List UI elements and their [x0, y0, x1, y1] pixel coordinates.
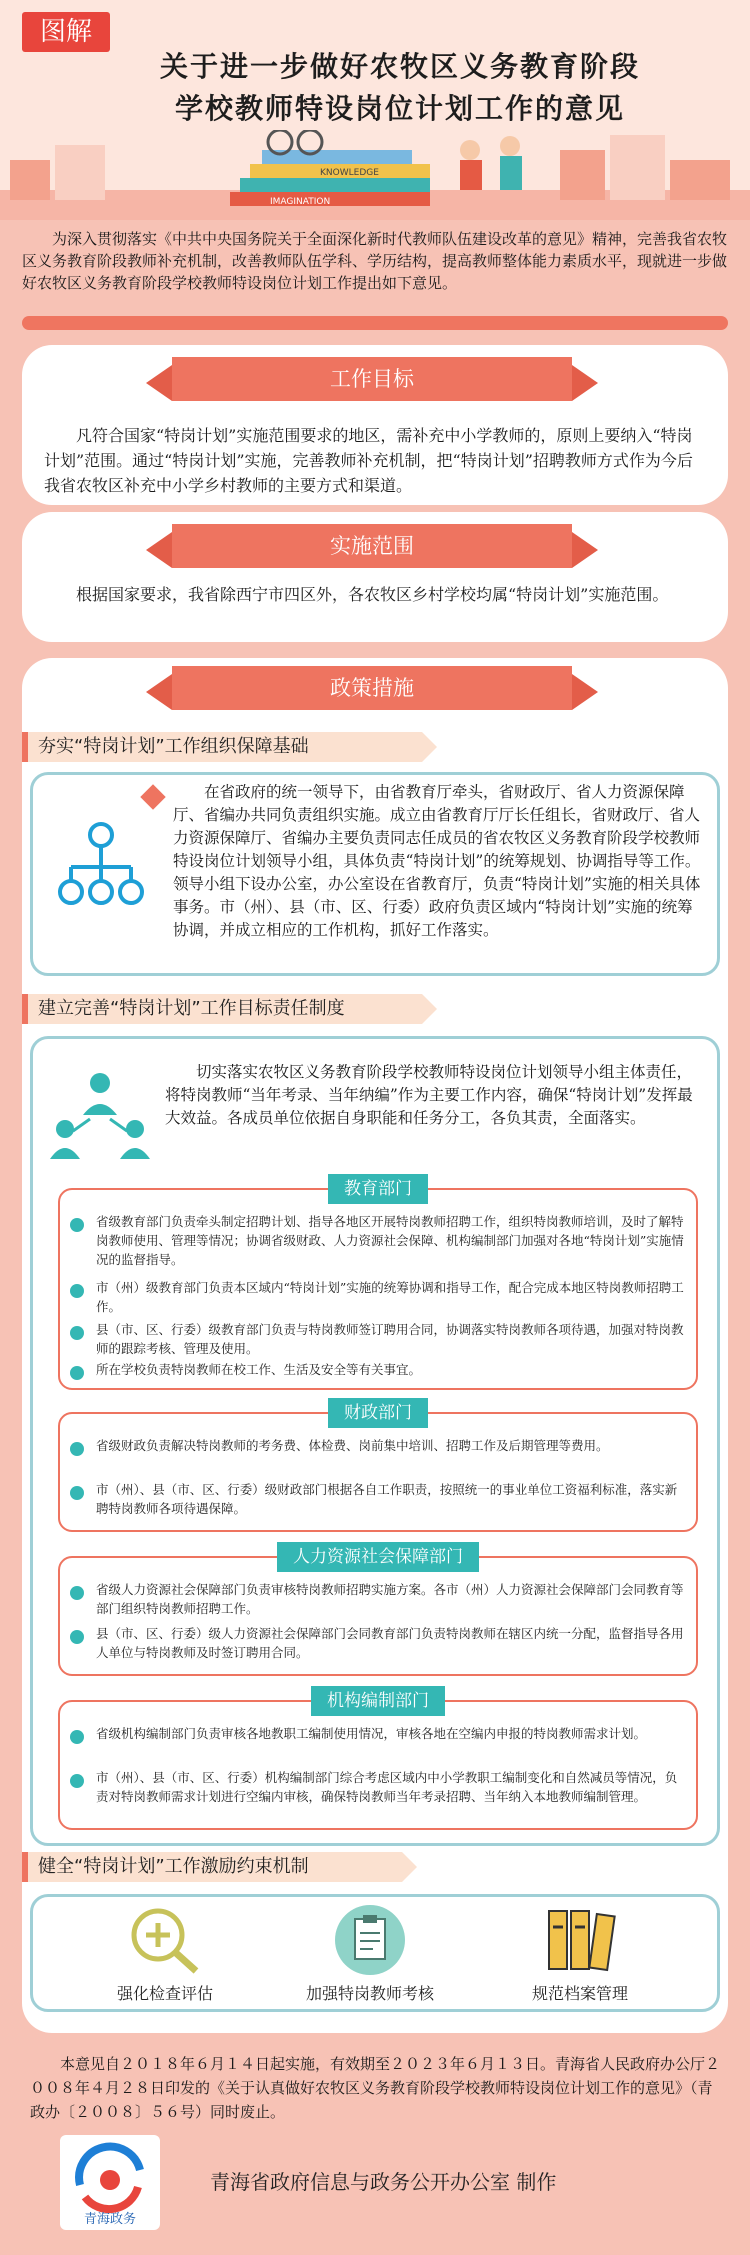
header-illustration — [0, 130, 750, 220]
icon-label-assessment: 加强特岗教师考核 — [305, 1984, 434, 2003]
qinghai-gov-logo — [60, 2135, 160, 2230]
dept-staffing-label: 机构编制部门 — [311, 1686, 445, 1716]
dept-staffing-item-2: 市（州）、县（市、区、行委）机构编制部门综合考虑区域内中小学教职工编制变化和自然减员等情况，负责对特岗教师需求计划进行空编内审核，确保特岗教师当年考录招聘、当年纳入本地教师编制管理。 — [96, 1770, 678, 1804]
tag-badge: 图解 — [22, 12, 110, 52]
section3-title: 健全“特岗计划”工作激励约束机制 — [22, 1852, 402, 1882]
dept-finance-item-1: 省级财政负责解决特岗教师的考务费、体检费、岗前集中培训、招聘工作及后期管理等费用。 — [96, 1438, 609, 1453]
section2-title: 建立完善“特岗计划”工作目标责任制度 — [22, 994, 422, 1024]
bullet-dot — [70, 1326, 84, 1340]
bullet-dot — [70, 1630, 84, 1644]
dept-hr-label: 人力资源社会保障部门 — [277, 1542, 479, 1572]
dept-education — [58, 1179, 698, 1390]
section1-panel — [30, 772, 720, 976]
section3-panel — [30, 1894, 720, 2012]
people-icon — [45, 1067, 155, 1167]
logo-text: 青海政务 — [83, 2212, 137, 2227]
title-line-1: 关于进一步做好农牧区义务教育阶段 — [159, 50, 640, 83]
measures-heading: 政策措施 — [172, 666, 572, 710]
dept-staffing-item-1: 省级机构编制部门负责审核各地教职工编制使用情况，审核各地在空编内申报的特岗教师需求计划。 — [96, 1726, 647, 1741]
logo-graphic — [60, 2135, 160, 2230]
dept-education-label: 教育部门 — [328, 1174, 428, 1204]
bullet-dot — [70, 1486, 84, 1500]
goal-card — [22, 345, 728, 505]
book-word-imagination: IMAGINATION — [270, 197, 331, 207]
intro-paragraph: 为深入贯彻落实《中共中央国务院关于全面深化新时代教师队伍建设改革的意见》精神，完善我省农牧区义务教育阶段教师补充机制，改善教师队伍学科、学历结构，提高教师整体能力素质水平，现就进一步做好农牧区义务教育阶段学校教师特设岗位计划工作提出如下意见。 — [22, 230, 728, 292]
dept-finance-label: 财政部门 — [328, 1398, 428, 1428]
divider-band — [22, 316, 728, 330]
bullet-dot — [70, 1586, 84, 1600]
dept-hr-item-2: 县（市、区、行委）级人力资源社会保障部门会同教育部门负责特岗教师在辖区内统一分配，监督指导各用人单位与特岗教师及时签订聘用合同。 — [96, 1626, 684, 1660]
scope-text: 根据国家要求，我省除西宁市四区外，各农牧区乡村学校均属“特岗计划”实施范围。 — [76, 585, 669, 604]
icon-label-inspection: 强化检查评估 — [116, 1984, 213, 2003]
section1-title: 夯实“特岗计划”工作组织保障基础 — [22, 732, 422, 762]
bullet-dot — [70, 1442, 84, 1456]
title-line-2: 学校教师特设岗位计划工作的意见 — [174, 92, 625, 125]
magnifier-plus-icon — [128, 1905, 202, 1975]
dept-finance — [58, 1403, 698, 1532]
diamond-bullet — [140, 784, 165, 809]
book-word-knowledge: KNOWLEDGE — [320, 168, 379, 178]
dept-education-item-1: 省级教育部门负责牵头制定招聘计划、指导各地区开展特岗教师招聘工作，组织特岗教师培训，及时了解特岗教师使用、管理等情况；协调省级财政、人力资源社会保障、机构编制部门加强对各地“特岗计划”实施情况的监督指导。 — [96, 1214, 684, 1267]
dept-hr-item-1: 省级人力资源社会保障部门负责审核特岗教师招聘实施方案。各市（州）人力资源社会保障部门会同教育等部门组织特岗教师招聘工作。 — [96, 1582, 684, 1616]
dept-education-item-4: 所在学校负责特岗教师在校工作、生活及安全等有关事宜。 — [96, 1362, 422, 1377]
org-chart-icon — [51, 815, 151, 915]
header-banner — [0, 0, 750, 220]
dept-finance-item-2: 市（州）、县（市、区、行委）级财政部门根据各自工作职责，按照统一的事业单位工资福利标准，落实新聘特岗教师各项待遇保障。 — [96, 1482, 678, 1516]
goal-text: 凡符合国家“特岗计划”实施范围要求的地区，需补充中小学教师的，原则上要纳入“特岗计划”范围。通过“特岗计划”实施，完善教师补充机制，把“特岗计划”招聘教师方式作为今后我省农牧区补充中小学乡村教师的主要方式和渠道。 — [44, 426, 693, 495]
page-title — [120, 46, 680, 130]
bullet-dot — [70, 1366, 84, 1380]
section2-text: 切实落实农牧区义务教育阶段学校教师特设岗位计划领导小组主体责任，将特岗教师“当年考录、当年纳编”作为主要工作内容，确保“特岗计划”发挥最大效益。各成员单位依据自身职能和任务分工，各负其责，全面落实。 — [165, 1063, 693, 1127]
scope-heading: 实施范围 — [172, 524, 572, 568]
bullet-dot — [70, 1218, 84, 1232]
bullet-dot — [70, 1774, 84, 1788]
scope-card — [22, 512, 728, 642]
credit-text: 青海省政府信息与政务公开办公室 制作 — [210, 2170, 557, 2194]
dept-staffing — [58, 1691, 698, 1830]
bullet-dot — [70, 1730, 84, 1744]
goal-heading: 工作目标 — [172, 357, 572, 401]
footer-text: 本意见自２０１８年６月１４日起实施，有效期至２０２３年６月１３日。青海省人民政府办公厅２００８年４月２８日印发的《关于认真做好农牧区义务教育阶段学校教师特设岗位计划工作的意见》（青政办〔２００８〕５６号）同时废止。 — [30, 2055, 721, 2121]
icon-label-archive: 规范档案管理 — [531, 1984, 628, 2003]
binders-icon — [543, 1905, 617, 1975]
dept-hr — [58, 1547, 698, 1676]
bullet-dot — [70, 1284, 84, 1298]
section1-text: 在省政府的统一领导下，由省教育厅牵头，省财政厅、省人力资源保障厅、省编办共同负责组织实施。成立由省教育厅厅长任组长，省财政厅、省人力资源保障厅、省编办主要负责同志任成员的省农牧区义务教育阶段学校教师特设岗位计划领导小组，具体负责“特岗计划”的统筹规划、协调指导等工作。领导小组下设办公室，办公室设在省教育厅，负责“特岗计划”实施的相关具体事务。市（州）、县（市、区、行委）政府负责区域内“特岗计划”实施的统筹协调，并成立相应的工作机构，抓好工作落实。 — [173, 783, 701, 939]
clipboard-icon — [333, 1903, 407, 1977]
dept-education-item-3: 县（市、区、行委）级教育部门负责与特岗教师签订聘用合同，协调落实特岗教师各项待遇，加强对特岗教师的跟踪考核、管理及使用。 — [96, 1322, 684, 1356]
dept-education-item-2: 市（州）级教育部门负责本区域内“特岗计划”实施的统筹协调和指导工作，配合完成本地区特岗教师招聘工作。 — [96, 1280, 684, 1314]
